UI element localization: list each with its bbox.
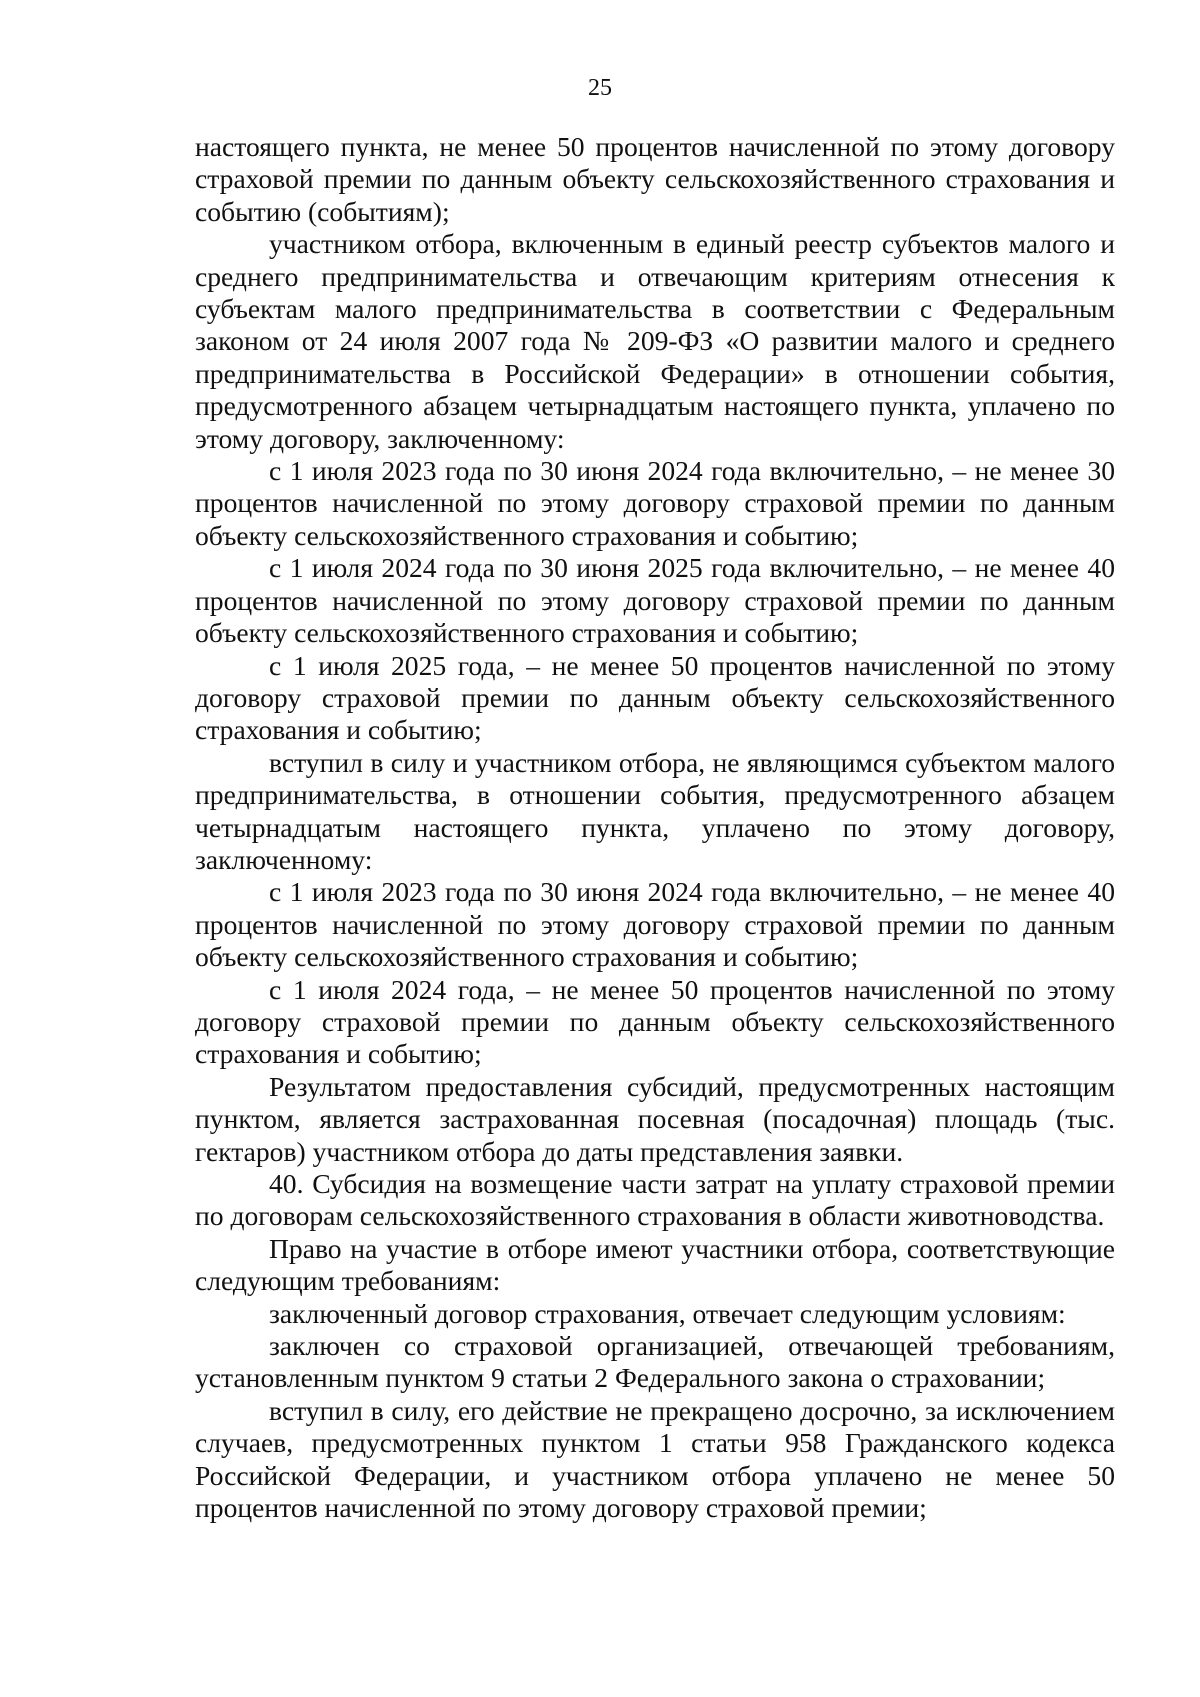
paragraph: заключенный договор страхования, отвечает следующим условиям: <box>269 1297 1066 1329</box>
paragraph: 40. Субсидия на возмещение части затрат на уплату страховой премии по договорам сельскохозяйственного страхования в области животноводства. <box>195 1168 1115 1232</box>
paragraph: вступил в силу, его действие не прекращено досрочно, за исключением случаев, предусмотренных пунктом 1 статьи 958 Гражданского кодекса Российской Федерации, и участником отбора уплачено не менее 50 процентов начисленной по этому договору страховой премии; <box>195 1394 1115 1524</box>
document-body <box>195 131 1115 1524</box>
paragraph: Результатом предоставления субсидий, предусмотренных настоящим пунктом, является застрахованная посевная (посадочная) площадь (тыс. гектаров) участником отбора до даты представления заявки. <box>195 1070 1115 1167</box>
paragraph: участником отбора, включенным в единый реестр субъектов малого и среднего предпринимательства и отвечающим критериям отнесения к субъектам малого предпринимательства в соответствии с Федеральным законом от 24 июля 2007 года № 209-ФЗ «О развитии малого и среднего предпринимательства в Российской Федерации» в отношении события, предусмотренного абзацем четырнадцатым настоящего пункта, уплачено по этому договору, заключенному: <box>195 228 1115 454</box>
page-number: 25 <box>588 75 612 101</box>
paragraph: с 1 июля 2023 года по 30 июня 2024 года включительно, – не менее 30 процентов начисленной по этому договору страховой премии по данным объекту сельскохозяйственного страхования и событию; <box>195 455 1115 551</box>
paragraph: с 1 июля 2025 года, – не менее 50 процентов начисленной по этому договору страховой премии по данным объекту сельскохозяйственного страхования и событию; <box>195 649 1115 746</box>
paragraph: с 1 июля 2024 года, – не менее 50 процентов начисленной по этому договору страховой премии по данным объекту сельскохозяйственного страхования и событию; <box>195 973 1115 1070</box>
paragraph: с 1 июля 2023 года по 30 июня 2024 года включительно, – не менее 40 процентов начисленной по этому договору страховой премии по данным объекту сельскохозяйственного страхования и событию; <box>195 876 1115 973</box>
paragraph: вступил в силу и участником отбора, не являющимся субъектом малого предпринимательства, в отношении события, предусмотренного абзацем четырнадцатым настоящего пункта, уплачено по этому договору, заключенному: <box>195 746 1115 875</box>
paragraph: с 1 июля 2024 года по 30 июня 2025 года включительно, – не менее 40 процентов начисленной по этому договору страховой премии по данным объекту сельскохозяйственного страхования и событию; <box>195 552 1115 649</box>
paragraph: Право на участие в отборе имеют участники отбора, соответствующие следующим требованиям: <box>195 1232 1115 1297</box>
paragraph: настоящего пункта, не менее 50 процентов начисленной по этому договору страховой премии по данным объекту сельскохозяйственного страхования и событию (событиям); <box>195 131 1115 227</box>
paragraph: заключен со страховой организацией, отвечающей требованиям, установленным пунктом 9 статьи 2 Федерального закона о страховании; <box>195 1330 1115 1394</box>
